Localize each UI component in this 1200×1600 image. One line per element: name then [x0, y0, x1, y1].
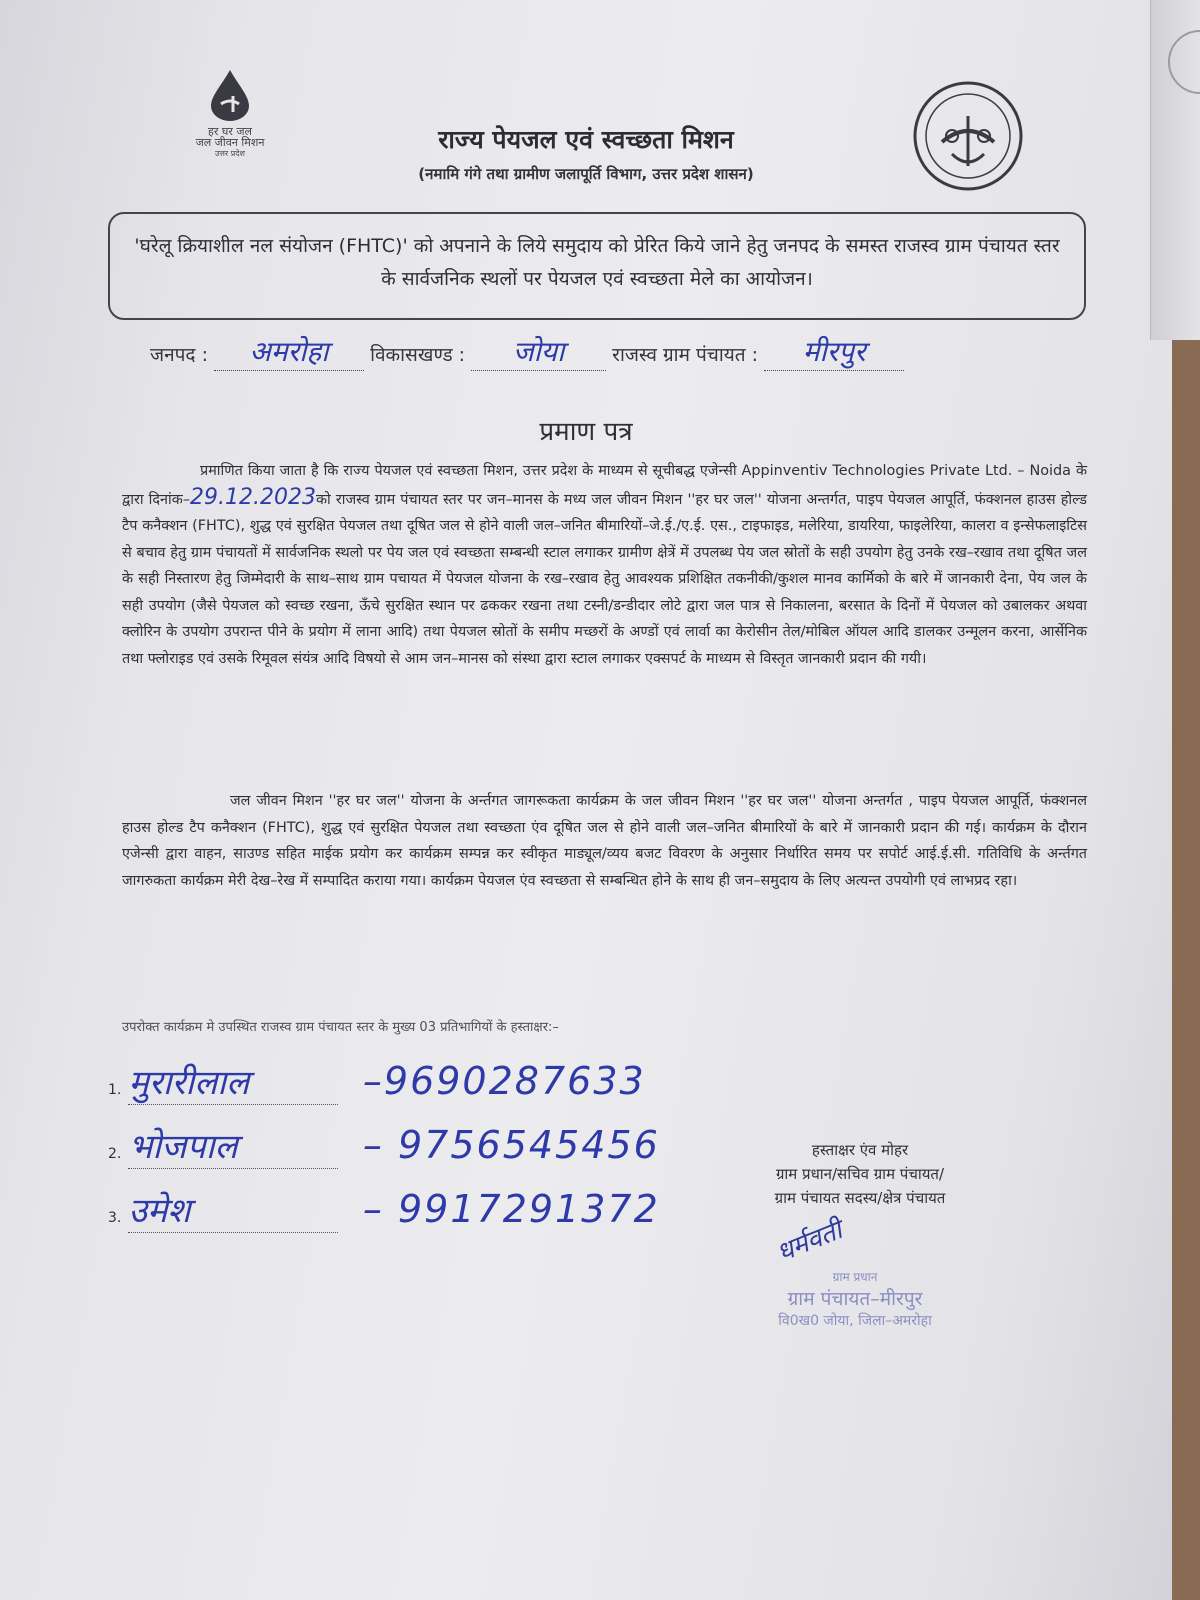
certificate-title: प्रमाण पत्र [539, 417, 633, 447]
participant-number: 2. [108, 1146, 122, 1162]
participant-phone: – 9756545456 [362, 1123, 660, 1167]
district-value: अमरोहा [249, 335, 329, 368]
participant-row-3 [108, 1186, 660, 1233]
logo-text-line1: हर घर जल [208, 125, 252, 138]
water-drop-icon [207, 68, 253, 122]
logo-text-line2: जल जीवन मिशन [195, 136, 265, 149]
participant-phone: –9690287633 [362, 1059, 646, 1103]
paragraph-1-intro: प्रमाणित किया जाता है कि राज्य पेयजल एवं स्वच्छता मिशन, उत्तर प्रदेश के माध्यम से सूचीबद्ध एजेन्सी Appinventiv Technologies Private Ltd. – Noida के द्वारा दिनांक– [122, 463, 1087, 508]
participant-name: मुरारीलाल [128, 1058, 338, 1105]
logo-text-line3: उत्तर प्रदेश [215, 149, 245, 158]
state-emblem-icon [912, 80, 1024, 192]
block-label: विकासखण्ड : [370, 344, 466, 366]
district-label: जनपद : [150, 344, 208, 366]
signature-caption-2: ग्राम प्रधान/सचिव ग्राम पंचायत/ [775, 1165, 945, 1183]
signature-caption-1: हस्ताक्षर एंव मोहर [811, 1141, 909, 1159]
certificate-paragraph-2 [122, 788, 1087, 894]
panchayat-value: मीरपुर [802, 335, 866, 368]
participant-row-1 [108, 1058, 646, 1105]
signature-caption-3: ग्राम पंचायत सदस्य/क्षेत्र पंचायत [774, 1189, 946, 1207]
participant-row-2 [108, 1122, 660, 1169]
event-banner: 'घरेलू क्रियाशील नल संयोजन (FHTC)' को अपनाने के लिये समुदाय को प्रेरित किये जाने हेतु जनपद के समस्त राजस्व ग्राम पंचायत स्तर के सार्वजनिक स्थलों पर पेयजल एवं स्वच्छता मेले का आयोजन। [108, 212, 1086, 320]
stamp-line-1: ग्राम प्रधान [832, 1270, 878, 1284]
panchayat-label: राजस्व ग्राम पंचायत : [612, 344, 759, 366]
document-subtitle: (नमामि गंगे तथा ग्रामीण जलापूर्ति विभाग, उत्तर प्रदेश शासन) [418, 165, 754, 183]
pradhan-signature: धर्मवती [772, 1215, 847, 1269]
event-date: 29.12.2023 [190, 484, 316, 510]
participant-number: 3. [108, 1210, 122, 1226]
block-value: जोया [512, 335, 565, 368]
participant-number: 1. [108, 1082, 122, 1098]
participant-phone: – 9917291372 [362, 1187, 660, 1231]
participant-name: भोजपाल [128, 1122, 338, 1169]
pradhan-stamp [740, 1268, 970, 1330]
up-government-seal [912, 80, 1024, 192]
stamp-line-3: वि0ख0 जोया, जिला–अमरोहा [778, 1313, 932, 1329]
stamp-line-2: ग्राम पंचायत–मीरपुर [787, 1288, 923, 1310]
paragraph-2-text: जल जीवन मिशन ''हर घर जल'' योजना के अर्न्तगत जागरूकता कार्यक्रम के जल जीवन मिशन ''हर घर जल'' योजना अन्तर्गत , पाइप पेयजल आपूर्ति, फंक्शनल हाउस होल्ड टैप कनैक्शन (FHTC), शुद्ध एवं सुरक्षित पेयजल तथा स्वच्छता एंव दूषित जल से होने वाली जल–जनित बीमारियों के बारे में जानकारी प्रदान की गई। कार्यक्रम के दौरान एजेन्सी द्वारा वाहन, साउण्ड सहित माईक प्रयोग कर कार्यक्रम सम्पन्न कर स्वीकृत माड्यूल/व्यय बजट विवरण के अनुसार निर्धारित समय पर सपोर्ट आई.ई.सी. गतिविधि के अर्न्तगत जागरुकता कार्यक्रम मेरी देख–रेख में सम्पादित कराया गया। कार्यक्रम पेयजल एंव स्वच्छता से सम्बन्धित होने के साथ ही जन–समुदाय के लिए अत्यन्त उपयोगी एवं लाभप्रद रहा। [122, 793, 1087, 889]
certificate-paragraph-1 [122, 458, 1087, 672]
participants-intro: उपरोक्त कार्यक्रम मे उपस्थित राजस्व ग्राम पंचायत स्तर के मुख्य 03 प्रतिभागियों के हस्ताक्षर:– [122, 1020, 559, 1035]
paragraph-1-body: को राजस्व ग्राम पंचायत स्तर पर जन–मानस के मध्य जल जीवन मिशन ''हर घर जल'' योजना अन्तर्गत, पाइप पेयजल आपूर्ति, फंक्शनल हाउस होल्ड टैप कनैक्शन (FHTC), शुद्ध एवं सुरक्षित पेयजल तथा दूषित जल से होने वाली जल–जनित बीमारियों–जे.ई./ए.ई. एस., टाइफाइड, मलेरिया, डायरिया, फाइलेरिया, कालरा व इन्सेफलाइटिस से बचाव हेतु ग्राम पंचायतों में सार्वजनिक स्थलो पर पेय जल एवं स्वच्छता सम्बन्धी स्टाल लगाकर ग्रामीण क्षेत्रें में उपलब्ध पेय जल स्रोतों के सही उपयोग हेतु उनके रख–रखाव तथा दूषित जल के सही निस्तारण हेतु जिम्मेदारी के साथ–साथ ग्राम पचायत में पेयजल योजना के रख–रखाव हेतु आवश्यक प्रशिक्षित तकनीकी/कुशल मानव कार्मिको के बारे में जानकारी देना, पेय जल के सही उपयोग (जैसे पेयजल को स्वच्छ रखना, ऊँचे सुरक्षित स्थान पर ढककर रखना तथा टस्नी/डन्डीदार लोटे द्वारा जल पात्र से निकालना, बरसात के दिनों में पेयजल को उबालकर अथवा क्लोरिन के उपयोग उपरान्त पीने के प्रयोग में लाना आदि) तथा पेयजल स्रोतों के समीप मच्छरों के अण्डों एवं लार्वा का केरोसीन तेल/मोबिल ऑयल आदि डालकर उन्मूलन करना, आर्सेनिक तथा फ्लोराइड एवं उसके रिमूवल संयंत्र आदि विषयो से आम जन–मानस को संस्था द्वारा स्टाल लगाकर एक्सपर्ट के माध्यम से विस्तृत जानकारी प्रदान की गयी। [122, 491, 1087, 667]
participant-name: उमेश [128, 1186, 338, 1233]
document-title: राज्य पेयजल एवं स्वच्छता मिशन [438, 125, 734, 154]
signature-block [720, 1138, 1000, 1210]
location-row [150, 332, 904, 371]
